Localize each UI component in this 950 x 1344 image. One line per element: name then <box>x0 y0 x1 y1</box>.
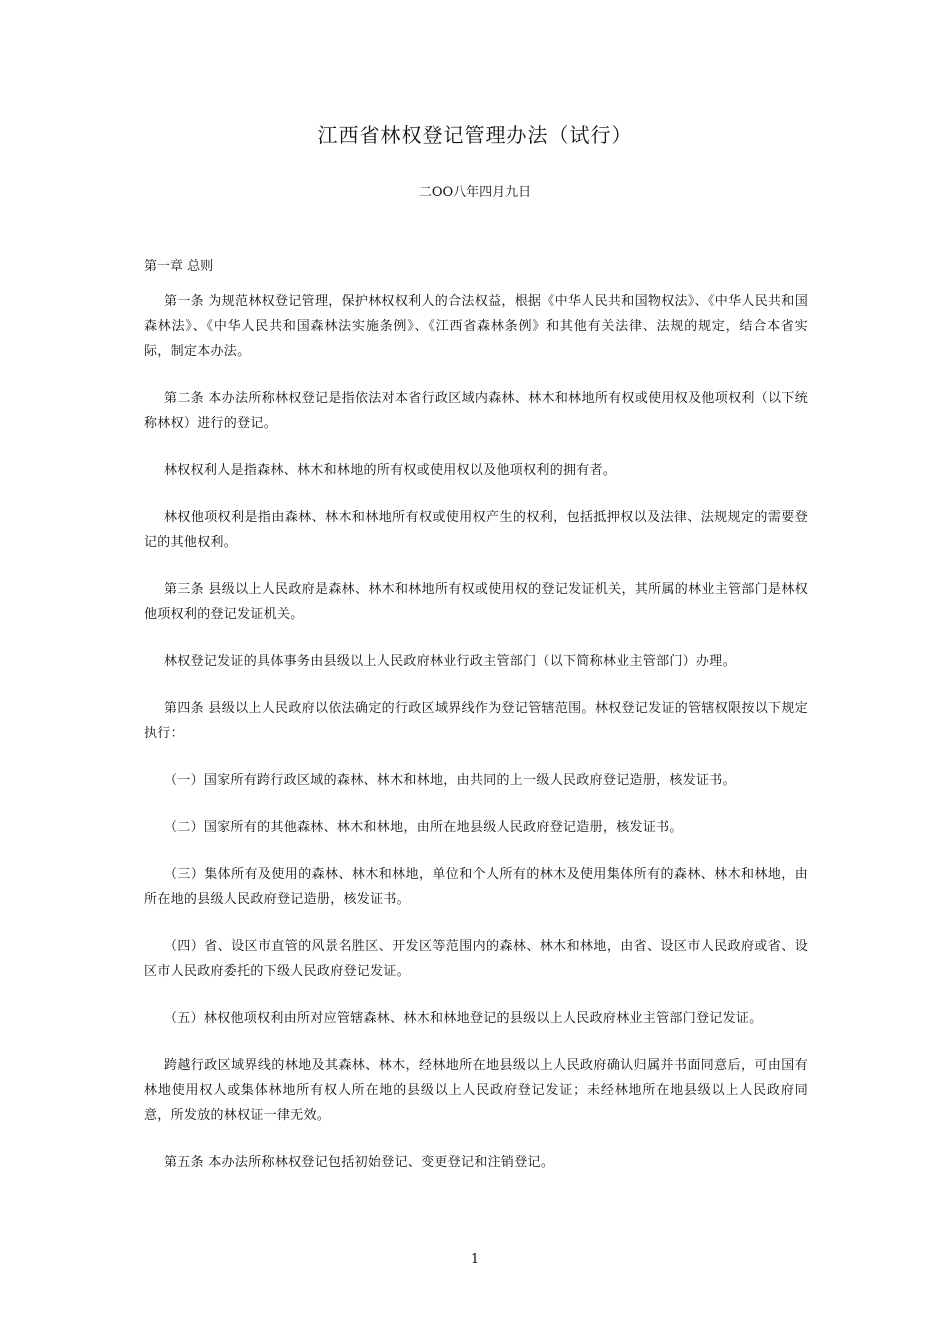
registration-affairs-paragraph: 林权登记发证的具体事务由县级以上人民政府林业行政主管部门（以下简称林业主管部门）办理。 <box>164 654 736 669</box>
spacer <box>144 746 808 768</box>
article-1-paragraph: 第一条 为规范林权登记管理，保护林权权利人的合法权益，根据《中华人民共和国物权法》、《中华人民共和国森林法》、《中华人民共和国森林法实施条例》、《江西省森林条例》和其他有关法律、法规的规定，结合本省实际，制定本办法。 <box>144 294 808 359</box>
spacer <box>144 436 808 458</box>
spacer <box>144 627 808 649</box>
article-2-paragraph: 第二条 本办法所称林权登记是指依法对本省行政区域内森林、林木和林地所有权或使用权及他项权利（以下统称林权）进行的登记。 <box>144 391 808 431</box>
spacer <box>144 674 808 696</box>
spacer <box>144 1128 808 1150</box>
spacer <box>144 279 808 289</box>
spacer <box>144 555 808 577</box>
article-4-paragraph: 第四条 县级以上人民政府以依法确定的行政区域界线作为登记管辖范围。林权登记发证的管辖权限按以下规定执行： <box>144 701 808 741</box>
spacer <box>144 793 808 815</box>
spacer <box>144 984 808 1006</box>
article-5-paragraph: 第五条 本办法所称林权登记包括初始登记、变更登记和注销登记。 <box>164 1155 555 1170</box>
article-3-paragraph: 第三条 县级以上人民政府是森林、林木和林地所有权或使用权的登记发证机关，其所属的林业主管部门是林权他项权利的登记发证机关。 <box>144 582 808 622</box>
document-date: 二OO八年四月九日 <box>418 185 532 200</box>
spacer <box>144 364 808 386</box>
spacer <box>144 483 808 505</box>
forest-right-holder-paragraph: 林权权利人是指森林、林木和林地的所有权或使用权以及他项权利的拥有者。 <box>164 463 617 478</box>
document-body <box>144 254 808 1175</box>
clause-5-paragraph: （五）林权他项权利由所对应管辖森林、林木和林地登记的县级以上人民政府林业主管部门登记发证。 <box>164 1011 763 1026</box>
clause-3-paragraph: （三）集体所有及使用的森林、林木和林地，单位和个人所有的林木及使用集体所有的森林、林木和林地，由所在地的县级人民政府登记造册，核发证书。 <box>144 867 808 907</box>
clause-1-paragraph: （一）国家所有跨行政区域的森林、林木和林地，由共同的上一级人民政府登记造册，核发证书。 <box>164 773 736 788</box>
cross-boundary-paragraph: 跨越行政区域界线的林地及其森林、林木，经林地所在地县级以上人民政府确认归属并书面同意后，可由国有林地使用权人或集体林地所有权人所在地的县级以上人民政府登记发证；未经林地所在地县级以上人民政府同意，所发放的林权证一律无效。 <box>144 1058 808 1123</box>
clause-4-paragraph: （四）省、设区市直管的风景名胜区、开发区等范围内的森林、林木和林地，由省、设区市人民政府或省、设区市人民政府委托的下级人民政府登记发证。 <box>144 939 808 979</box>
chapter-heading: 第一章 总则 <box>144 259 214 274</box>
clause-2-paragraph: （二）国家所有的其他森林、林木和林地，由所在地县级人民政府登记造册，核发证书。 <box>164 820 683 835</box>
page-number: 1 <box>470 1252 480 1267</box>
spacer <box>144 912 808 934</box>
document-title: 江西省林权登记管理办法（试行） <box>317 123 633 147</box>
spacer <box>144 840 808 862</box>
spacer <box>144 1031 808 1053</box>
other-rights-paragraph: 林权他项权利是指由森林、林木和林地所有权或使用权产生的权利，包括抵押权以及法律、法规规定的需要登记的其他权利。 <box>144 510 808 550</box>
